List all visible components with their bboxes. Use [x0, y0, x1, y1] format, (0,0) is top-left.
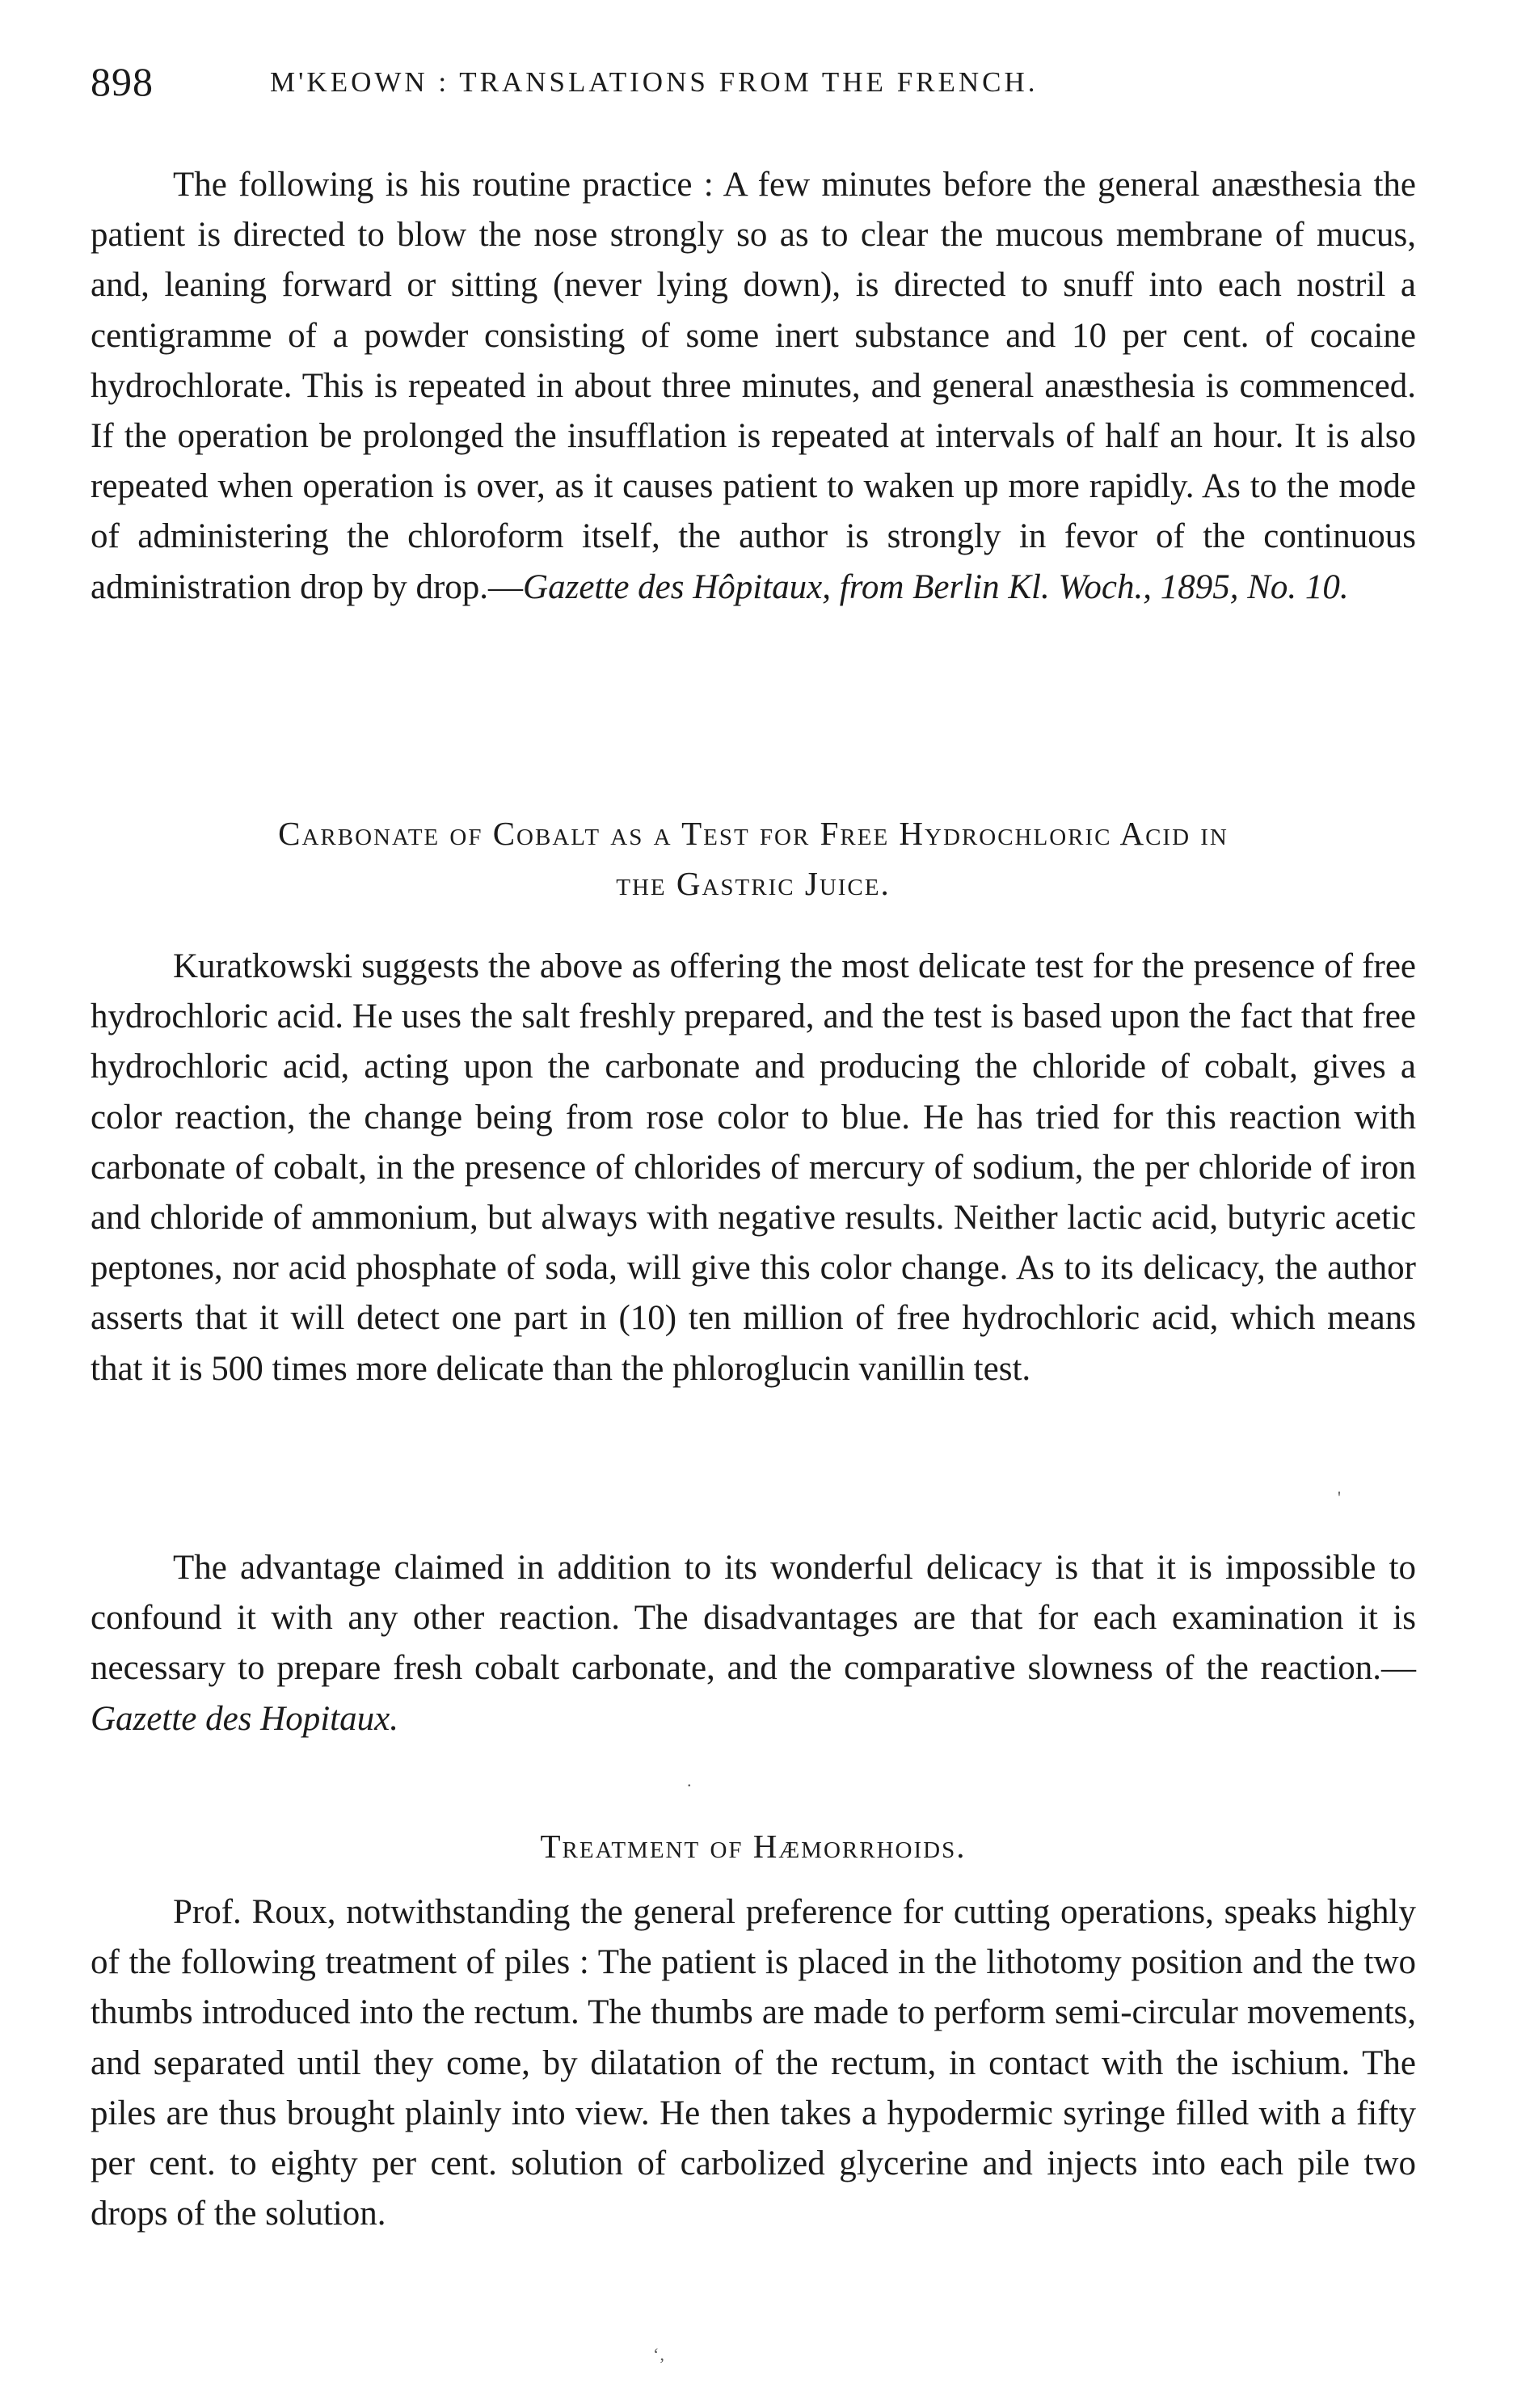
cobalt-section-heading [91, 810, 1416, 907]
cobalt-citation: Gazette des Hopitaux. [91, 1699, 398, 1738]
cobalt-text-1: Kuratkowski suggests the above as offering the most delicate test for the presence of free hydrochloric acid. He uses the salt freshly prepared, and the test is based upon the fact that free hydrochloric acid, acting upon the carbonate and producing the chloride of cobalt, gives a color reaction, the change being from rose color to blue. He has tried for this reaction with carbonate of cobalt, in the presence of chlorides of mercury of sodium, the per chloride of iron and chloride of ammonium, but always with negative results. Neither lactic acid, butyric acetic peptones, nor acid phosphate of soda, will give this color change. As to its delicacy, the author asserts that it will detect one part in (10) ten million of free hydrochloric acid, which means that it is 500 times more delicate than the phloroglucin vanillin test. [91, 947, 1416, 1388]
anaesthesia-paragraph [91, 160, 1416, 613]
stray-mark-1: ' [1338, 1487, 1341, 1508]
cobalt-heading-line-2: the Gastric Juice. [616, 865, 891, 902]
page-header [91, 58, 1416, 115]
page-number: 898 [91, 59, 154, 104]
cobalt-paragraph-1 [91, 942, 1416, 1394]
anaesthesia-text: The following is his routine practice : A few minutes before the general anæsthesia the patient is directed to blow the nose strongly so as to clear the mucous membrane of mucus, and, leaning forward or sitting (never lying down), is directed to snuff into each nostril a centigramme of a powder consisting of some inert substance and 10 per cent. of cocaine hydrochlorate. This is repeated in about three minutes, and general anæsthesia is commenced. If the operation be prolonged the insufflation is repeated at intervals of half an hour. It is also repeated when operation is over, as it causes patient to waken up more rapidly. As to the mode of administering the chloroform itself, the author is strongly in fevor of the continuous administration drop by drop.— [91, 166, 1416, 606]
haemorrhoids-text: Prof. Roux, notwithstanding the general preference for cutting operations, speaks highly of the following treatment of piles : The patient is placed in the lithotomy position and the two thumbs introduced into the rectum. The thumbs are made to perform semi-circular movements, and separated until they come, by dilatation of the rectum, in contact with the ischium. The piles are thus brought plainly into view. He then takes a hypodermic syringe filled with a fifty per cent. to eighty per cent. solution of carbolized glycerine and injects into each pile two drops of the solution. [91, 1893, 1416, 2233]
haemorrhoids-section-heading [91, 1823, 1416, 1873]
haemorrhoids-heading: Treatment of Hæmorrhoids. [540, 1828, 967, 1865]
cobalt-text-2: The advantage claimed in addition to its wonderful delicacy is that it is impossible to confound it with any other reaction. The disadvantages are that for each examination it is necessary to prepare fresh cobalt carbonate, and the comparative slowness of the reaction.— [91, 1549, 1416, 1688]
cobalt-paragraph-2 [91, 1543, 1416, 1744]
stray-mark-3: ‘‚ [653, 2344, 665, 2364]
haemorrhoids-paragraph [91, 1887, 1416, 2239]
cobalt-heading-line-1: Carbonate of Cobalt as a Test for Free Hydrochloric Acid in [278, 815, 1229, 852]
stray-mark-2: . [687, 1770, 692, 1790]
anaesthesia-citation: Gazette des Hôpitaux, from Berlin Kl. Woch., 1895, No. 10. [523, 567, 1349, 606]
running-head: M'KEOWN : TRANSLATIONS FROM THE FRENCH. [270, 66, 1039, 98]
